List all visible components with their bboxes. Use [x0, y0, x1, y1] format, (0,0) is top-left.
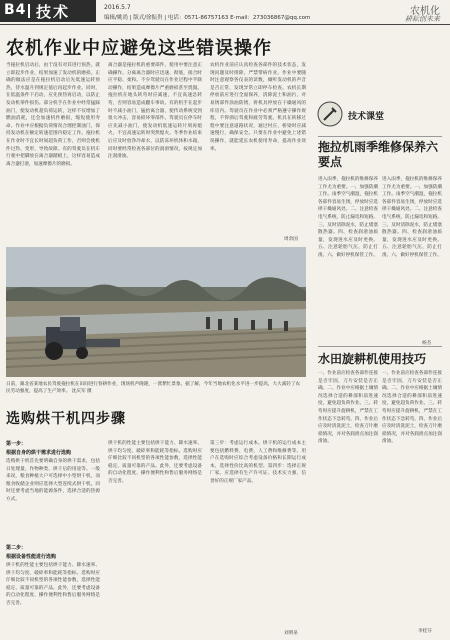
paper-slogan: 耕耘创未来 — [405, 15, 440, 23]
photo-credit: 沈庆军 摄 — [71, 389, 92, 394]
tiller-article-column-2: 一、作业前应检查各部件连接是否牢固，刀片安装是否正确。二、作业中应根据土壤情况选择合适的耕深和前进速度，避免超负荷作业。三、转弯时应提升旋耕机，严禁在工作状态下急转弯。四、作业后应及时清洗泥土，检查刀片磨损情况，并对各润滑点加注润滑油。 — [382, 371, 442, 445]
main-headline: 农机作业中应避免这些错误操作 — [6, 38, 272, 59]
tractor-article-column-1: 进入雨季，拖拉机的维修保养工作尤为重要。一、加强防潮工作。雨季空气潮湿，拖拉机各部件容易生锈，停放时应选择干燥通风处。二、注意检查电气系统，防止漏电和短路。三、及时清除泥水，防止堵塞散热器。四、检查润滑油质量，发现进水应及时更换。五、注意轮胎气压，防止打滑。六、做好停机保管工作。 — [318, 177, 378, 258]
dryer-step-1: 第一步： — [6, 441, 27, 447]
main-article-column-2: 离合器是拖拉机的重要部件，使用中要注意正确操作。分离离合器时应迅速、彻底，接合时应平稳、柔和。不少驾驶员在作业过程中半联动操作，结果造成摩擦片严重磨损甚至烧毁。拖拉机在地头转弯时应减速，不宜高速急转弯，否则容易造成翻车事故。有的机手在起步时不减小油门，猛抬离合器，使传动系统受到很大冲击，容易损坏零部件。驾驶员在停车时应先减小油门，使发动机低速运转片刻再熄火，不宜高速运转时突然熄火。冬季作业结束后应及时放净冷却水，以防冻坏机体和水箱。同时要经常检查各部位的润滑情况，按规定加注润滑油。 — [108, 63, 202, 160]
page-header — [0, 0, 450, 28]
issue-date: 2016.5.7 — [104, 4, 131, 11]
dryer-article-author: 刘明泉 — [284, 631, 298, 636]
sidebar-rule-top — [318, 136, 442, 137]
tiller-article-column-1: 一、作业前应检查各部件连接是否牢固，刀片安装是否正确。二、作业中应根据土壤情况选择合适的耕深和前进速度，避免超负荷作业。三、转弯时应提升旋耕机，严禁在工作状态下急转弯。四、作业后应及时清洗泥土，检查刀片磨损情况，并对各润滑点加注润滑油。 — [318, 371, 378, 445]
paper-name: 农机化 — [410, 6, 440, 17]
dryer-column-1b: 烘干机的性能主要包括烘干能力、降水速率、烘干均匀度、破碎率和能耗等指标。选购时应仔细比较不同机型的各项性能参数，选择性能稳定、质量可靠的产品。此外，还要考虑设备的自动化程度、操作便利性和售后服务网络是否完善。 — [6, 563, 100, 606]
tractor-field-photo — [6, 247, 306, 377]
header-rule — [0, 24, 450, 25]
tractor-article-author: 杨杰 — [422, 341, 432, 346]
dryer-column-3: 第三步：考虑运行成本。烘干机的运行成本主要包括燃料费、电费、人工费和维修费等。用户在选购时应综合考虑设备价格和长期运行成本，选择性价比高的机型。第四步：选择正规厂家。应选择有生产许可证、技术实力强、信誉好的正规厂家产品。 — [210, 441, 306, 484]
main-article-author: 周余国 — [284, 237, 298, 242]
photo-caption — [6, 381, 304, 395]
section-divider — [28, 4, 30, 18]
tractor-article-column-2: 进入雨季，拖拉机的维修保养工作尤为重要。一、加强防潮工作。雨季空气潮湿，拖拉机各部件容易生锈，停放时应选择干燥通风处。二、注意检查电气系统，防止漏电和短路。三、及时清除泥水，防止堵塞散热器。四、检查润滑油质量，发现进水应及时更换。五、注意轮胎气压，防止打滑。六、做好停机保管工作。 — [382, 177, 442, 258]
dryer-article-title: 选购烘干机四步骤 — [6, 411, 126, 427]
rotary-tiller-title: 水田旋耕机使用技巧 — [318, 352, 427, 366]
main-article-column-1: 当拖拉机启动后，由于没有对其进行预热，就立即起步作业，结果加速了发动机的磨损。正确的做法应是在拖拉机启动后先低速运转预热，待水温升到规定值后再起步作业。同时，在低温条件下启动，应先预热再启动，以防止发动机零件损伤。部分机手在作业中经常猛踩油门，使发动机超负荷运转，这样不仅增加了燃油消耗，还会加速机件磨损，缩短使用寿命。作业中应根据负荷情况合理控制油门，保持发动机在额定转速范围内稳定工作。拖拉机在作业时不宜长时间超负荷工作，否则会使机件过热、变形，导致故障。有的驾驶员在机车行驶中把脚放在离合器踏板上，这样容易造成离合器打滑，加速摩擦片的磨损。 — [6, 63, 100, 167]
tractor-rainy-season-title: 拖拉机雨季维修保养六要点 — [318, 140, 439, 169]
tiller-article-author: 李桂芬 — [418, 629, 432, 634]
photo-caption-text: 日前，湖北省某地农民驾驶拖拉机在田间进行春耕作业，现场机声隆隆，一派繁忙景象。据了解，今年当地农机化水平进一步提高，大大减轻了农民劳动强度，提高了生产效率。 — [6, 382, 301, 394]
dryer-column-1: 选购烘干机首先要明确自身的烘干需求，包括日处理量、作物种类、烘干后的用途等。一般来说，粮食种植大户可选择中小型烘干机，而粮食收储企业则应选择大型连续式烘干机。同时还要考虑当地的能源条件，选择合适的热源方式。 — [6, 459, 100, 502]
tech-class-sidebar — [314, 96, 446, 636]
dryer-column-2: 烘干机的性能主要包括烘干能力、降水速率、烘干均匀度、破碎率和能耗等指标。选购时应仔细比较不同机型的各项性能参数，选择性能稳定、质量可靠的产品。此外，还要考虑设备的自动化程度、操作便利性和售后服务网络是否完善。 — [108, 441, 202, 484]
tech-class-label: 技术课堂 — [348, 112, 385, 122]
section-topic: 技术 — [36, 3, 71, 21]
main-article-column-3: 农机作业前应认真检查各部件的技术状态，发现问题及时排除，严禁带病作业。作业中要随时注意观察各仪表的读数，倾听发动机的声音是否正常，发现异常立即停车检查。农机长期停放前应进行全面保养，清除泥土和油污，对易锈部件涂油防锈，将机具停放在干燥通风的库房内。驾驶员在作业中必须严格遵守操作规程，不得酒后驾驶和疲劳驾驶。机具在转移过程中要注意道路状况，通过村庄、桥梁时应减速慢行，确保安全。只要在作业中避免上述错误操作，就能延长农机使用寿命，提高作业效率。 — [210, 63, 306, 152]
sidebar-rule-mid — [318, 346, 442, 347]
editor-info: 编辑/姚尚 | 版式/徐振贵 | 电话：0571-86757163 E-mail：273036867@qq.com — [104, 15, 311, 21]
dryer-step-1-subtitle: 根据自身的烘干需求进行选购 — [6, 450, 72, 456]
dryer-step-2-subtitle: 根据设备性能进行选购 — [6, 554, 57, 560]
dryer-step-2: 第二步： — [6, 545, 27, 551]
section-number: B4 — [4, 2, 27, 18]
